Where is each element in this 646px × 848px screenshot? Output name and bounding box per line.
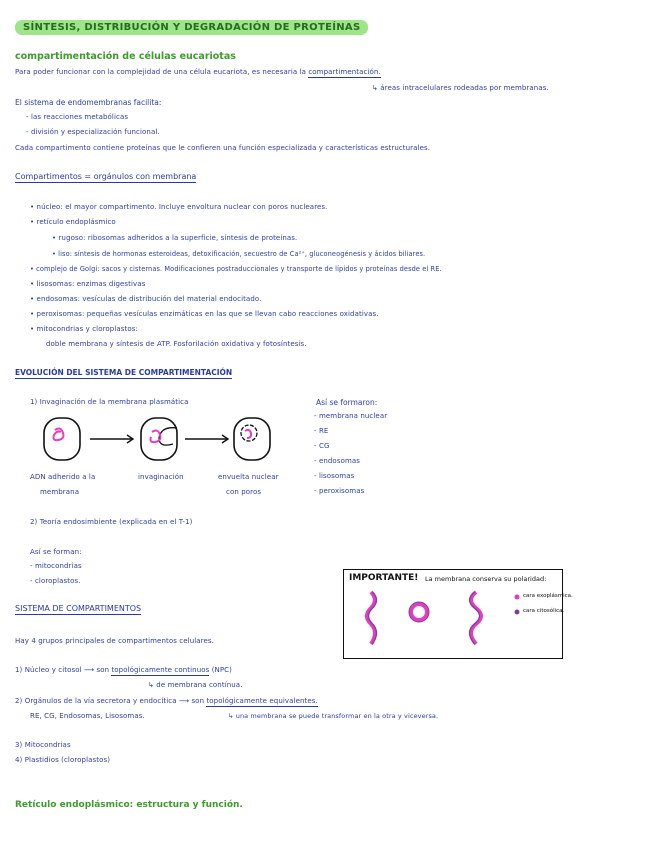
long-arrow-icon: ⟶ [83, 666, 95, 674]
list-item-golgi: • complejo de Golgi: sacos y cisternas. Modificaciones postraduccionales y transporte de lípidos y proteínas desde el RE. [30, 265, 442, 273]
step-invaginacion: 1) Invaginación de la membrana plasmática [30, 398, 189, 406]
list-item-liso: • liso: síntesis de hormonas esteroideas, detoxificación, secuestro de Ca²⁺, gluconeogénesis y ácidos biliares. [52, 250, 426, 258]
legend-dot-exo [515, 595, 520, 600]
group-3-line: 3) Mitocondrias [15, 741, 71, 749]
group-1-line [15, 666, 232, 674]
group-1-sub-text: de membrana contínua. [156, 681, 243, 689]
vesicle-exo [411, 604, 427, 620]
important-text: La membrana conserva su polaridad: [425, 575, 547, 583]
list-item-mitocondrias: • mitocondrias y cloroplastos: [30, 325, 138, 333]
list-item-rugoso: • rugoso: ribosomas adheridos a la superficie, síntesis de proteínas. [52, 234, 298, 242]
corner-arrow-icon: ↳ [372, 84, 378, 92]
legend-dot-cyto [515, 610, 520, 615]
list-item-nucleo: • núcleo: el mayor compartimento. Incluye envoltura nuclear con poros nucleares. [30, 203, 328, 211]
group-2-son: son [191, 697, 205, 705]
formed2-item-mitocondrias: - mitocondrias [30, 562, 82, 570]
bullet-division: - división y especialización funcional. [26, 128, 160, 136]
group-2-line [15, 697, 318, 705]
group-2-line2: RE, CG, Endosomas, Lisosomas. [30, 712, 145, 720]
formed-item-lisosomas: - lisosomas [314, 472, 355, 480]
list-item-reticulo: • retículo endoplásmico [30, 218, 116, 226]
legend-exo: cara exoplásmica. [523, 593, 573, 599]
group-4-line: 4) Plastidios (cloroplastos) [15, 756, 111, 764]
formed-item-endosomas: - endosomas [314, 457, 361, 465]
paragraph-proteinas: Cada compartimento contiene proteínas que le confieren una función especializada y características estructurales. [15, 144, 431, 152]
caption-adn-1: ADN adherido a la [30, 473, 96, 481]
corner-arrow-icon: ↳ [148, 681, 154, 689]
formed-item-cg: - CG [314, 442, 330, 450]
corner-arrow-icon: ↳ [228, 712, 234, 720]
step-endosimbiente: 2) Teoría endosimbiente (explicada en el T-1) [30, 518, 193, 526]
key-term-continuos: topológicamente continuos [111, 666, 210, 674]
key-term-equivalentes: topológicamente equivalentes. [206, 697, 318, 705]
list-item-peroxisomas: • peroxisomas: pequeñas vesículas enzimáticas en las que se llevan cabo reacciones oxidativas. [30, 310, 379, 318]
group-1-text: 1) Núcleo y citosol [15, 666, 82, 674]
formed2-title: Así se forman: [30, 548, 82, 556]
key-term-compartimentacion: compartimentación. [308, 68, 381, 76]
group-1-sub [148, 681, 243, 689]
group-1-son: son [96, 666, 110, 674]
paragraph-endomembranas: El sistema de endomembranas facilita: [15, 98, 162, 107]
list-item-lisosomas: • lisosomas: enzimas digestivas [30, 280, 146, 288]
long-arrow-icon: ⟶ [178, 697, 190, 705]
paragraph-text: Para poder funcionar con la complejidad de una célula eucariota, es necesaria la [15, 68, 307, 76]
group-2-sub [228, 712, 438, 720]
list-item-endosomas: • endosomas: vesículas de distribución del material endocitado. [30, 295, 262, 303]
group-1-npc: (NPC) [211, 666, 232, 674]
important-label: IMPORTANTE! [349, 573, 419, 583]
formed-item-peroxisomas: - peroxisomas [314, 487, 365, 495]
section-heading-compartimentacion: compartimentación de células eucariotas [15, 51, 236, 62]
group-2-sub-text: una membrana se puede transformar en la otra y viceversa. [235, 712, 439, 720]
list-item-mitocondrias-detail: doble membrana y síntesis de ATP. Fosforilación oxidativa y fotosíntesis. [46, 340, 307, 348]
legend-cyto: cara citosólica. [523, 608, 565, 614]
bullet-reacciones: - las reacciones metabólicas [26, 113, 129, 121]
formed-item-membrana: - membrana nuclear [314, 412, 388, 420]
caption-adn-2: membrana [40, 488, 80, 496]
caption-envuelta-2: con poros [226, 488, 262, 496]
section-heading-reticulo: Retículo endoplásmico: estructura y función. [15, 800, 243, 810]
section-heading-sistema: SISTEMA DE COMPARTIMENTOS [15, 604, 142, 613]
caption-envuelta-1: envuelta nuclear [218, 473, 279, 481]
arrow-note-text: áreas intracelulares rodeadas por membranas. [380, 84, 549, 92]
group-2-text: 2) Orgánulos de la vía secretora y endocítica [15, 697, 177, 705]
formed-title: Así se formaron: [316, 398, 378, 407]
paragraph-grupos: Hay 4 grupos principales de compartimentos celulares. [15, 637, 214, 645]
section-heading-compartimentos: Compartimentos = orgánulos con membrana [15, 172, 197, 181]
caption-invaginacion: invaginación [138, 473, 184, 481]
page-title: SÍNTESIS, DISTRIBUCIÓN Y DEGRADACIÓN DE PROTEÍNAS [15, 20, 368, 35]
formed-item-re: - RE [314, 427, 329, 435]
section-heading-evolucion: EVOLUCIÓN DEL SISTEMA DE COMPARTIMENTACIÓN [15, 368, 233, 377]
formed2-item-cloroplastos: - cloroplastos. [30, 577, 81, 585]
